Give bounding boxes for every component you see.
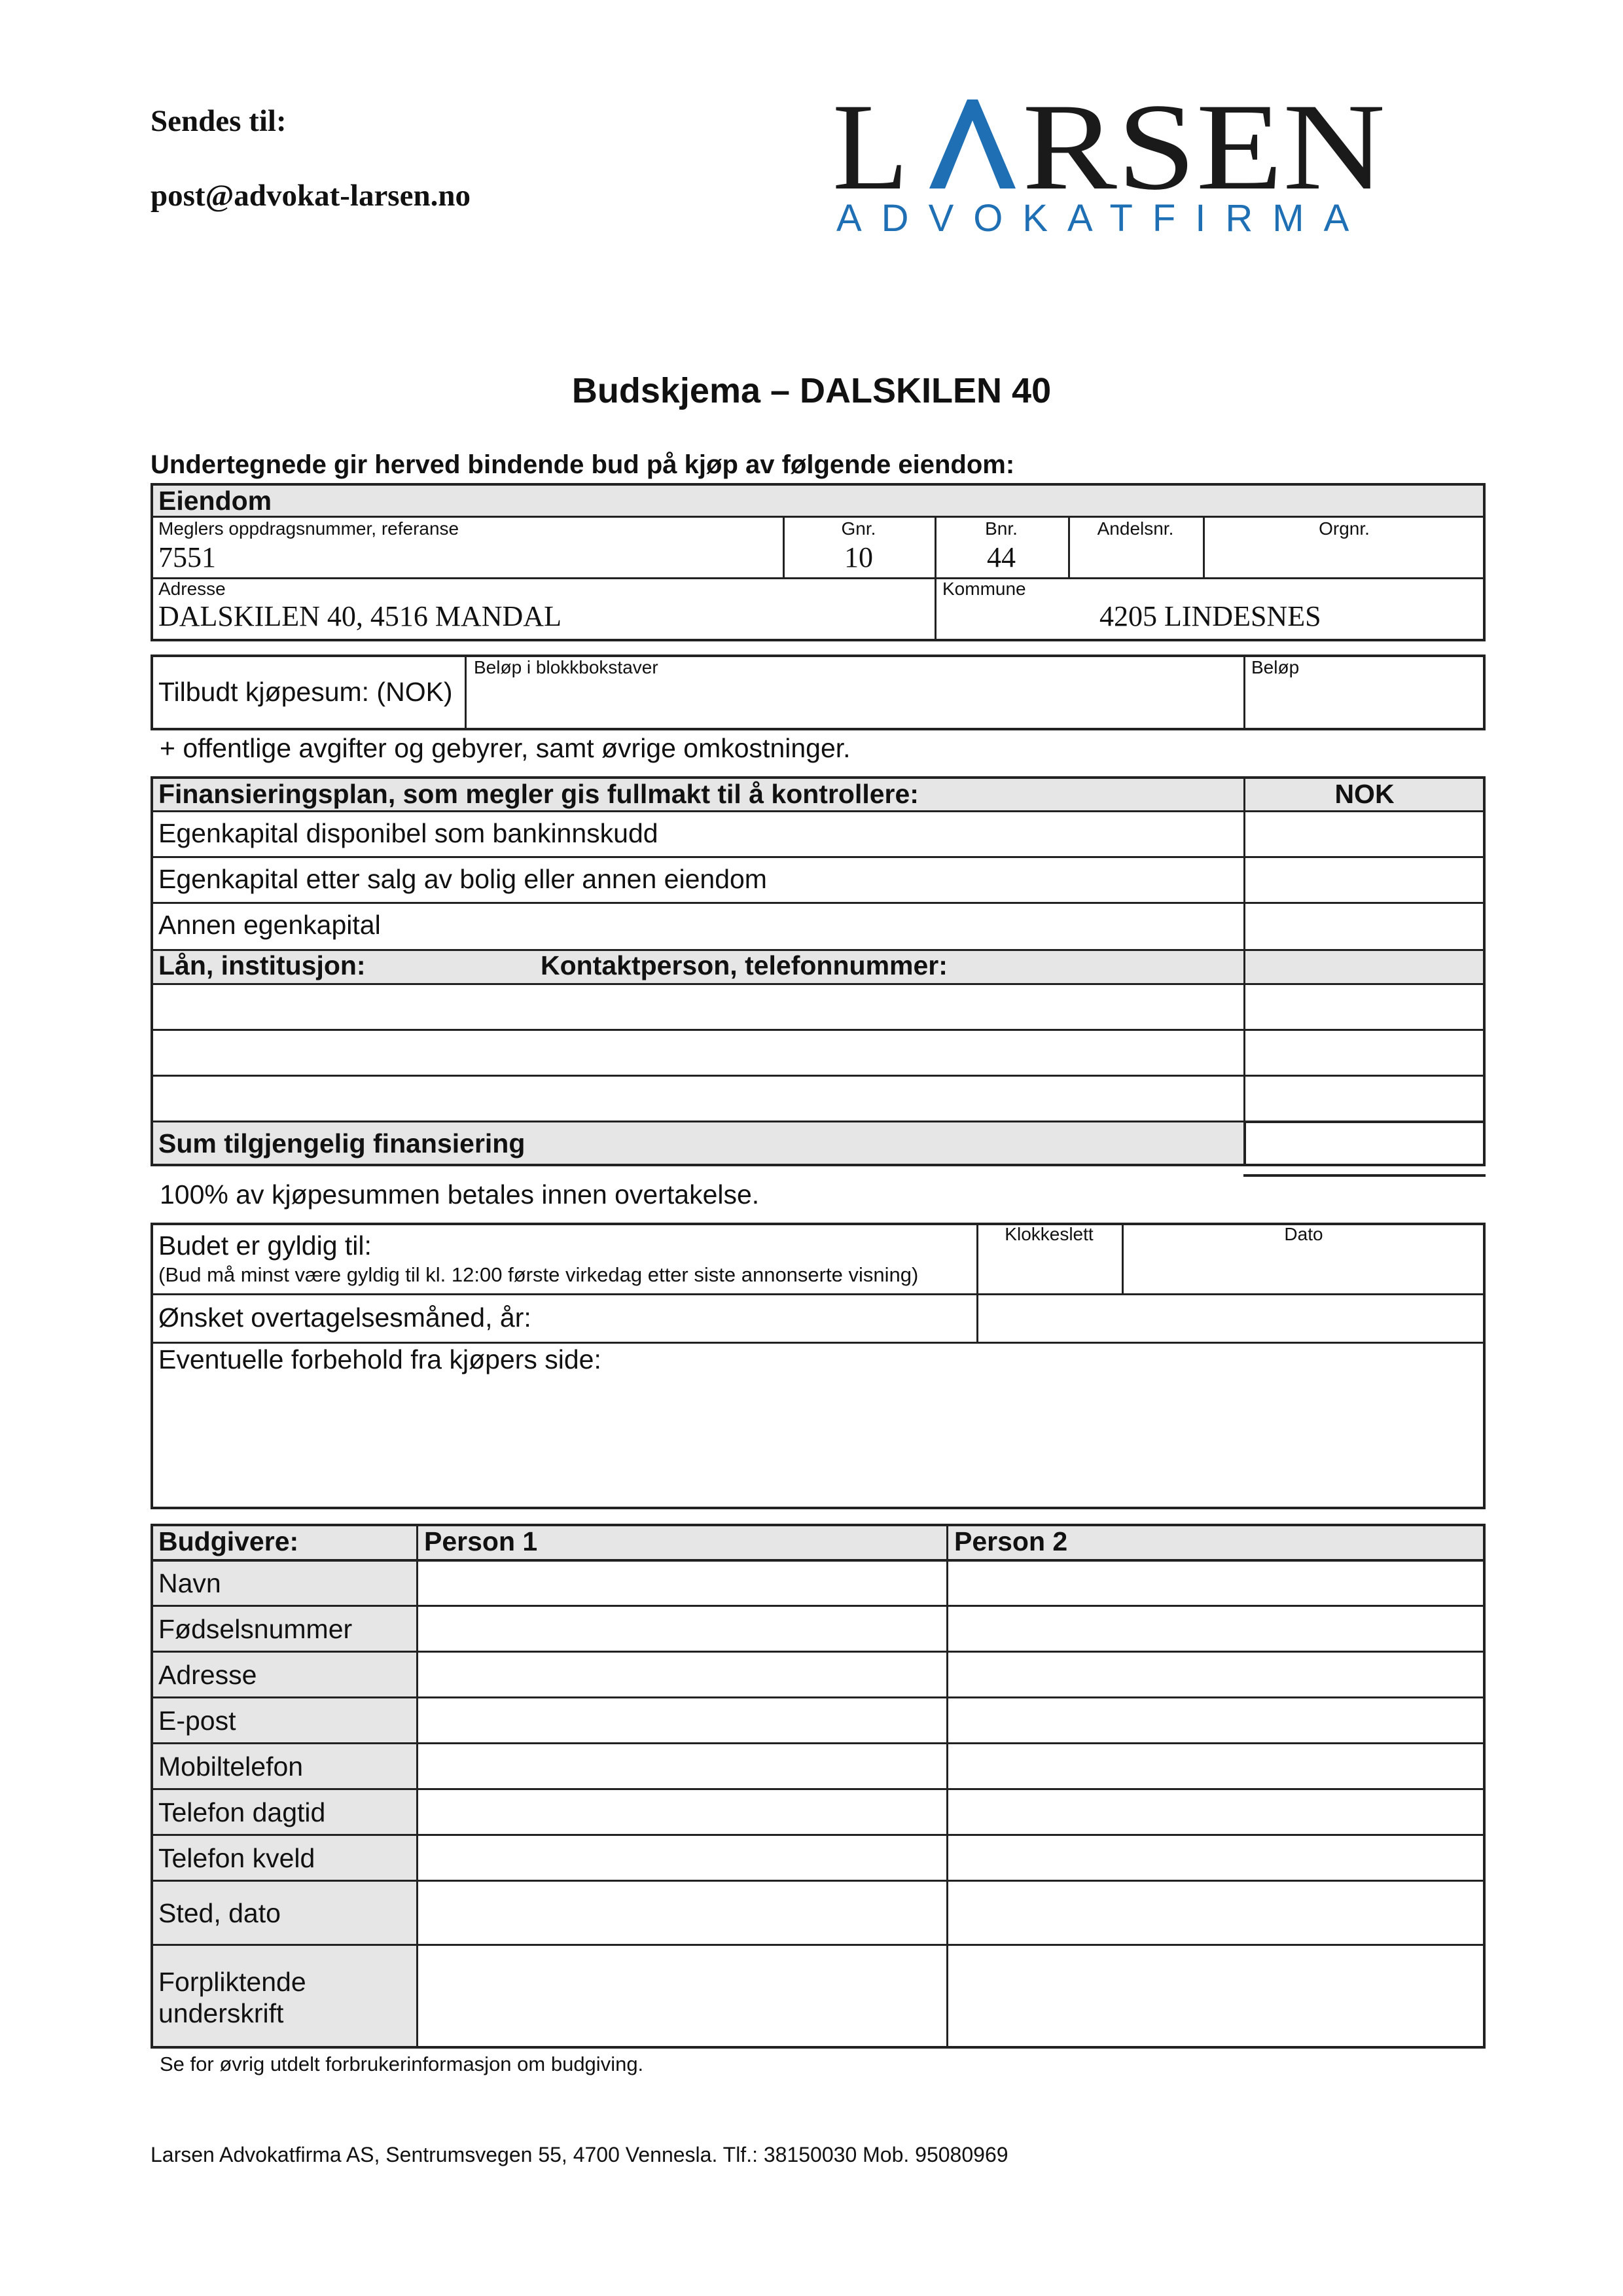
finance-row-label: Annen egenkapital <box>158 910 381 940</box>
loan-row-field[interactable] <box>153 986 1241 1026</box>
loan-row-field[interactable] <box>153 1031 1241 1072</box>
finance-currency: NOK <box>1334 779 1395 809</box>
person1-place-date-field[interactable] <box>419 1882 944 1941</box>
time-field[interactable] <box>979 1247 1119 1291</box>
person2-header: Person 2 <box>954 1526 1068 1556</box>
address-label: Adresse <box>158 579 226 599</box>
person1-ssn-field[interactable] <box>419 1607 944 1648</box>
person2-dayphone-field[interactable] <box>949 1791 1483 1831</box>
sum-field[interactable] <box>1243 1121 1486 1166</box>
kommune-label: Kommune <box>942 579 1026 599</box>
takeover-label: Ønsket overtagelsesmåned, år: <box>158 1302 531 1333</box>
finance-amount-field[interactable] <box>1246 859 1483 899</box>
date-field[interactable] <box>1124 1247 1483 1291</box>
svg-text:RSEN: RSEN <box>1022 92 1385 196</box>
person1-email-field[interactable] <box>419 1699 944 1740</box>
gnr-label: Gnr. <box>841 518 876 539</box>
andel-label: Andelsnr. <box>1097 518 1174 539</box>
loan-row-field[interactable] <box>153 1077 1241 1118</box>
person2-mobile-field[interactable] <box>949 1745 1483 1785</box>
address-value[interactable]: DALSKILEN 40, 4516 MANDAL <box>158 600 562 632</box>
send-to-label: Sendes til: <box>151 104 287 138</box>
loan-label: Lån, institusjon: <box>158 950 366 980</box>
form-title: Budskjema – DALSKILEN 40 <box>571 371 1052 410</box>
bidders-note: Se for øvrig utdelt forbrukerinformasjon om budgiving. <box>160 2053 644 2075</box>
bidder-row-label: Navn <box>158 1568 221 1598</box>
footer-text: Larsen Advokatfirma AS, Sentrumsvegen 55, 4700 Vennesla. Tlf.: 38150030 Mob. 95080969 <box>151 2143 1008 2166</box>
amount-words-field[interactable] <box>467 678 1241 728</box>
gnr-value[interactable]: 10 <box>844 541 873 573</box>
ref-label: Meglers oppdragsnummer, referanse <box>158 518 459 539</box>
person1-dayphone-field[interactable] <box>419 1791 944 1831</box>
logo-subtitle: ADVOKATFIRMA <box>836 197 1369 240</box>
bidders-header: Budgivere: <box>158 1526 299 1556</box>
person2-address-field[interactable] <box>949 1653 1483 1694</box>
validity-label: Budet er gyldig til: <box>158 1230 372 1261</box>
person2-signature-field[interactable] <box>949 1946 1483 2046</box>
offer-label: Tilbudt kjøpesum: (NOK) <box>158 677 453 707</box>
person1-name-field[interactable] <box>419 1562 944 1602</box>
takeover-field[interactable] <box>979 1296 1483 1339</box>
finance-row-label: Egenkapital etter salg av bolig eller annen eiendom <box>158 864 767 894</box>
bidder-row-label: Adresse <box>158 1660 257 1690</box>
reservations-field[interactable] <box>153 1377 1483 1507</box>
contact-label: Kontaktperson, telefonnummer: <box>541 950 948 980</box>
finance-header: Finansieringsplan, som megler gis fullmakt til å kontrollere: <box>158 779 919 809</box>
bidder-row-label: Mobiltelefon <box>158 1751 304 1782</box>
person2-email-field[interactable] <box>949 1699 1483 1740</box>
validity-note: (Bud må minst være gyldig til kl. 12:00 første virkedag etter siste annonserte visning) <box>158 1263 919 1286</box>
loan-amount-field[interactable] <box>1246 1077 1483 1118</box>
person2-ssn-field[interactable] <box>949 1607 1483 1648</box>
bidder-row-label: E-post <box>158 1706 236 1736</box>
person2-eveningphone-field[interactable] <box>949 1837 1483 1877</box>
offer-note: + offentlige avgifter og gebyrer, samt øvrige omkostninger. <box>160 733 851 763</box>
bnr-value[interactable]: 44 <box>987 541 1016 573</box>
bidder-row-label: Forpliktende underskrift <box>158 1967 306 2028</box>
bidder-row-label: Sted, dato <box>158 1898 281 1928</box>
person2-place-date-field[interactable] <box>949 1882 1483 1941</box>
finance-amount-field[interactable] <box>1246 813 1483 853</box>
bidder-row-label: Telefon dagtid <box>158 1797 326 1827</box>
amount-field[interactable] <box>1246 678 1483 728</box>
finance-row-label: Egenkapital disponibel som bankinnskudd <box>158 818 658 848</box>
finance-note: 100% av kjøpesummen betales innen overtakelse. <box>160 1179 760 1210</box>
person1-mobile-field[interactable] <box>419 1745 944 1785</box>
loan-amount-field[interactable] <box>1246 986 1483 1026</box>
finance-amount-field[interactable] <box>1246 905 1483 946</box>
svg-text:L: L <box>832 92 913 196</box>
logo-wordmark <box>832 92 1389 196</box>
bnr-label: Bnr. <box>985 518 1018 539</box>
loan-amount-field[interactable] <box>1246 1031 1483 1072</box>
person1-header: Person 1 <box>424 1526 538 1556</box>
kommune-value[interactable]: 4205 LINDESNES <box>1099 600 1321 632</box>
amount-label: Beløp <box>1251 657 1300 677</box>
reservations-label: Eventuelle forbehold fra kjøpers side: <box>158 1344 601 1374</box>
person1-signature-field[interactable] <box>419 1946 944 2046</box>
form-intro: Undertegnede gir herved bindende bud på kjøp av følgende eiendom: <box>151 450 1015 479</box>
ref-value[interactable]: 7551 <box>158 541 216 573</box>
recipient-email: post@advokat-larsen.no <box>151 179 471 213</box>
bidder-row-label: Fødselsnummer <box>158 1614 353 1644</box>
person1-address-field[interactable] <box>419 1653 944 1694</box>
person2-name-field[interactable] <box>949 1562 1483 1602</box>
sum-label: Sum tilgjengelig finansiering <box>158 1128 526 1158</box>
amount-words-label: Beløp i blokkbokstaver <box>474 657 658 677</box>
date-label: Dato <box>1284 1224 1323 1244</box>
orgnr-label: Orgnr. <box>1319 518 1370 539</box>
property-header: Eiendom <box>158 486 272 516</box>
time-label: Klokkeslett <box>1005 1224 1094 1244</box>
person1-eveningphone-field[interactable] <box>419 1837 944 1877</box>
bidder-row-label: Telefon kveld <box>158 1843 315 1873</box>
